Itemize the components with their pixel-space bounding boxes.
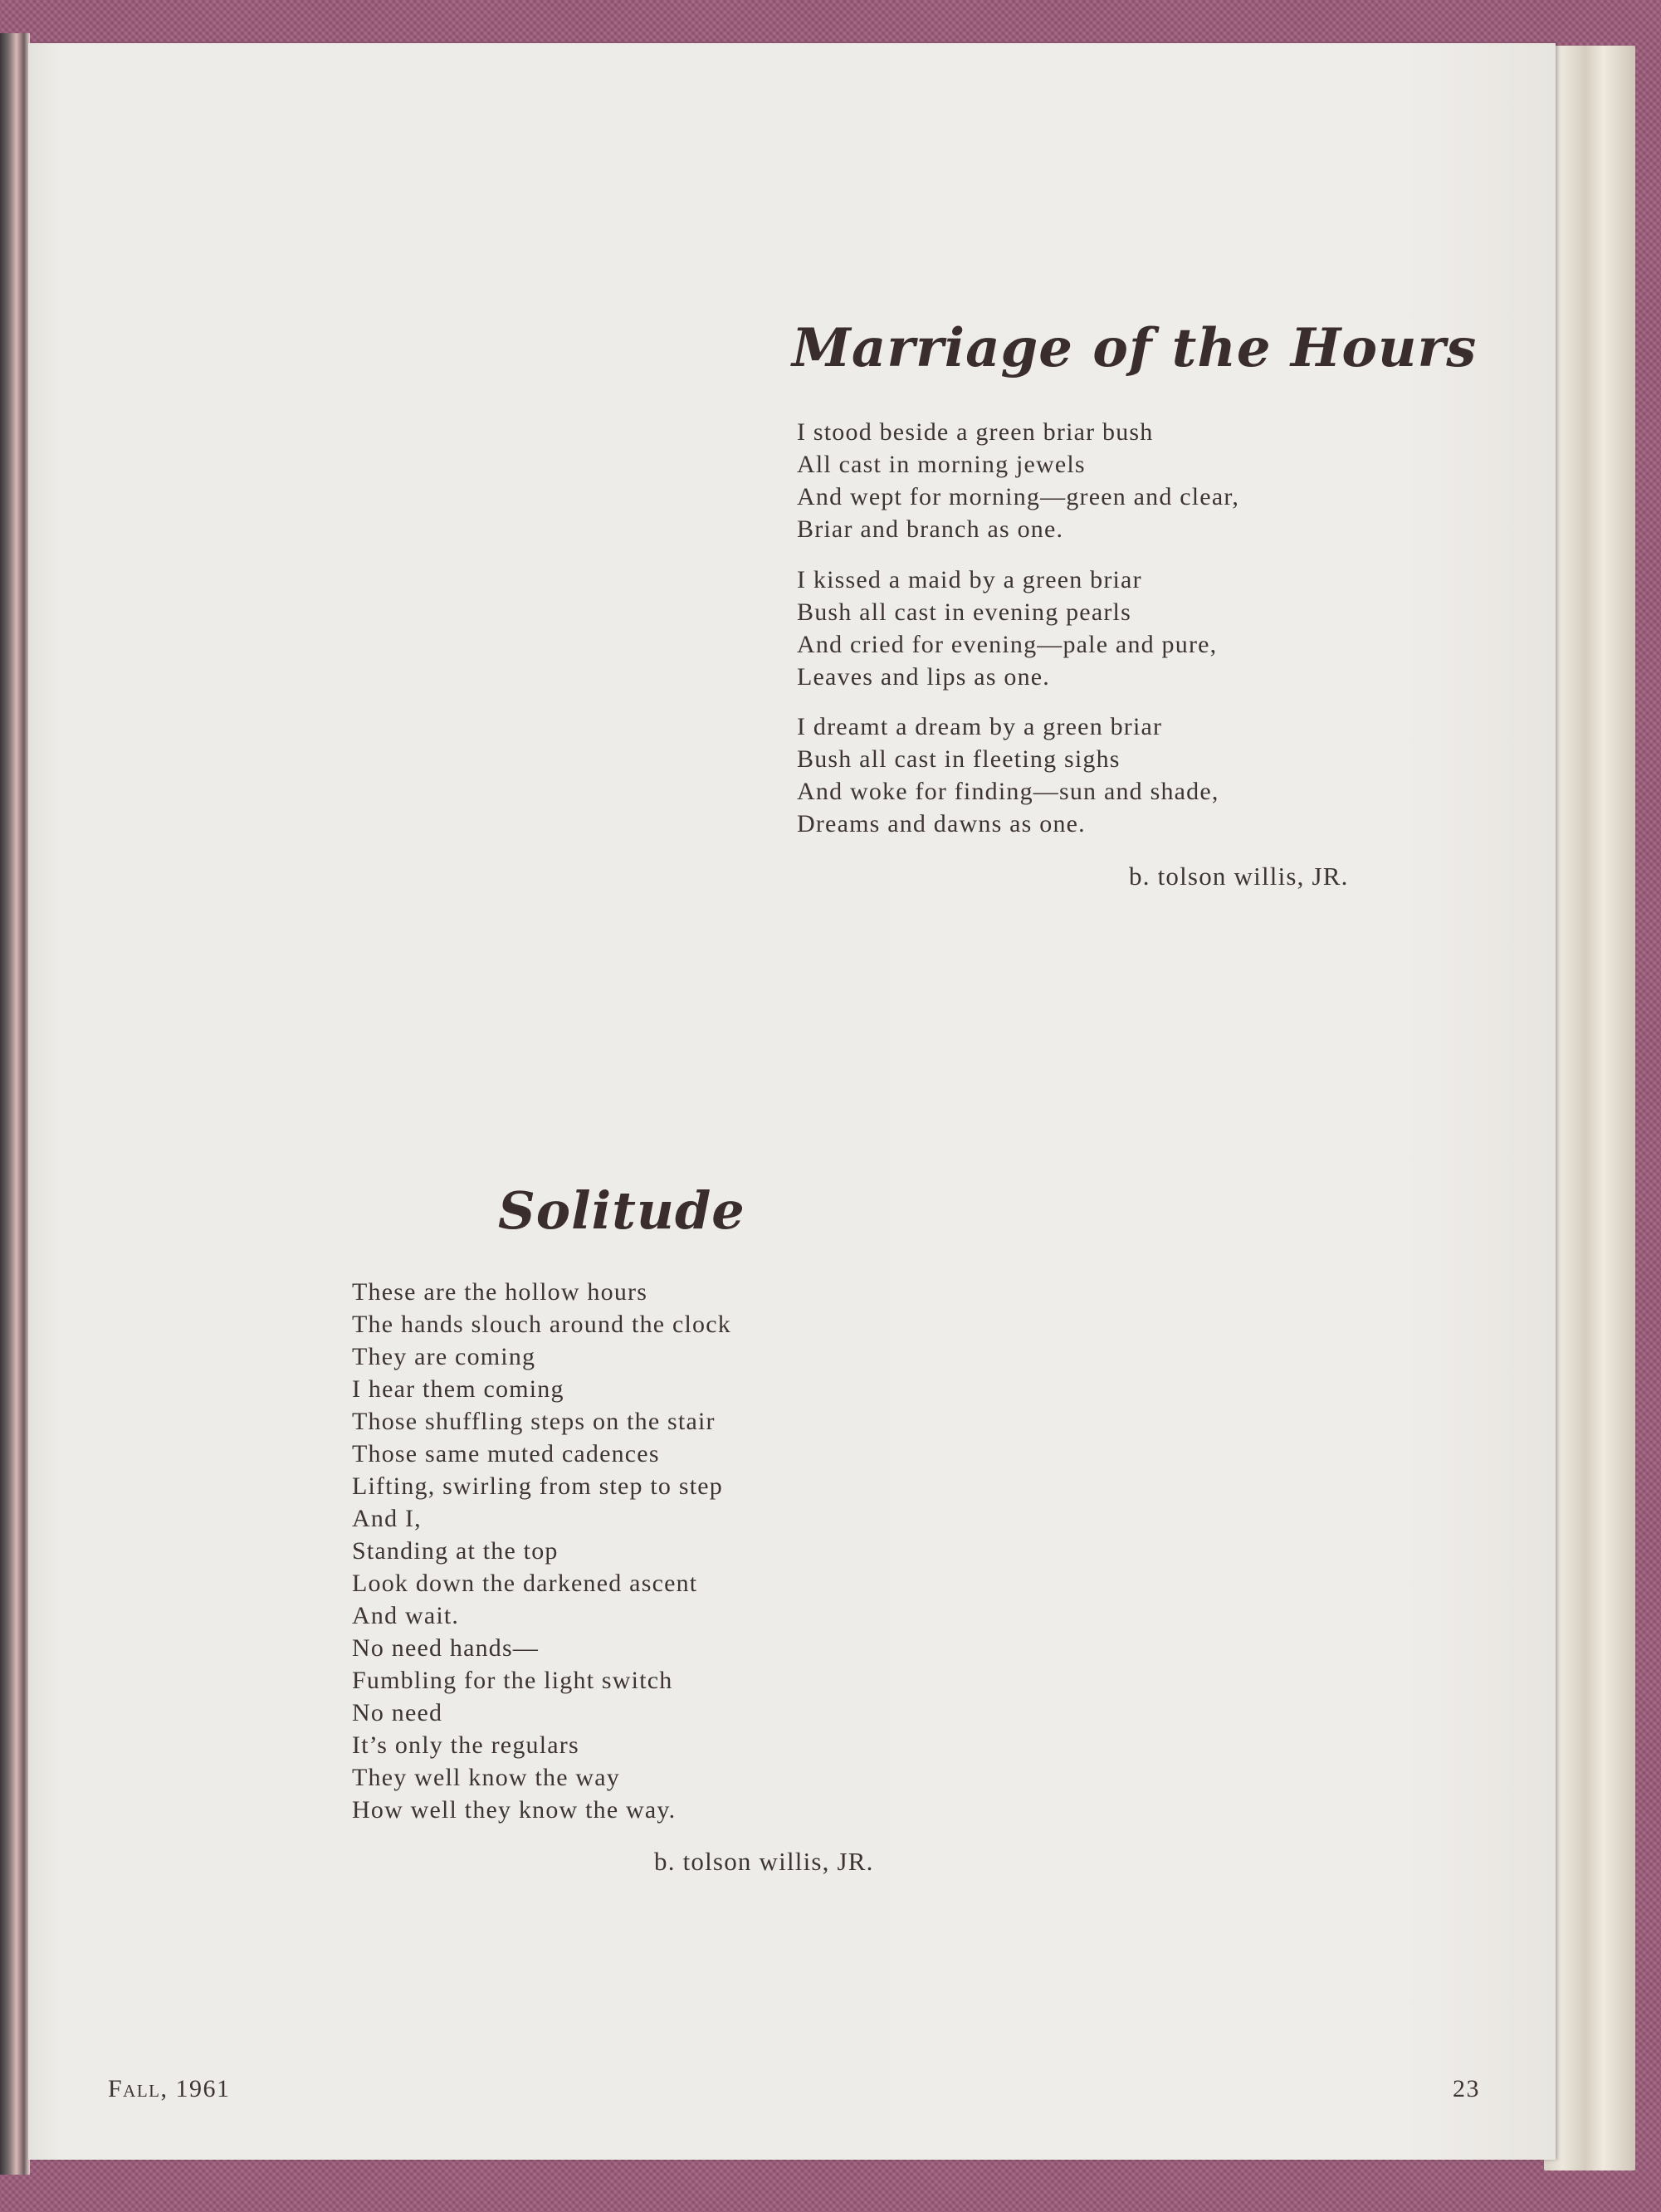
poem1-title: Marriage of the Hours bbox=[792, 317, 1478, 379]
poem1-line: Bush all cast in fleeting sighs bbox=[797, 745, 1121, 773]
poem1-line: I dreamt a dream by a green briar bbox=[797, 713, 1163, 740]
poem1-line: Bush all cast in evening pearls bbox=[797, 598, 1131, 626]
poem1-line: I kissed a maid by a green briar bbox=[797, 566, 1142, 593]
poem1-line: And woke for finding—sun and shade, bbox=[797, 778, 1219, 805]
footer-season: Fall, 1961 bbox=[108, 2075, 231, 2102]
poem1-line: Briar and branch as one. bbox=[797, 515, 1064, 543]
poem2-line: It’s only the regulars bbox=[352, 1731, 579, 1759]
poem1-line: Leaves and lips as one. bbox=[797, 663, 1051, 691]
poem1-line: Dreams and dawns as one. bbox=[797, 810, 1086, 837]
poem2-author: b. tolson willis, JR. bbox=[654, 1847, 874, 1876]
poem2-line: I hear them coming bbox=[352, 1375, 564, 1403]
poem2-line: Those shuffling steps on the stair bbox=[352, 1408, 716, 1435]
poem1-author: b. tolson willis, JR. bbox=[1129, 862, 1349, 891]
poem2-line: Lifting, swirling from step to step bbox=[352, 1472, 723, 1500]
page-edges bbox=[1544, 46, 1635, 2170]
poem2-line: Fumbling for the light switch bbox=[352, 1667, 673, 1694]
poem2-line: The hands slouch around the clock bbox=[352, 1311, 731, 1338]
poem2-line: And wait. bbox=[352, 1602, 460, 1629]
poem2-title: Solitude bbox=[498, 1180, 745, 1241]
poem2-line: Look down the darkened ascent bbox=[352, 1570, 698, 1597]
poem2-line: Those same muted cadences bbox=[352, 1440, 660, 1467]
poem2-line: They well know the way bbox=[352, 1764, 620, 1791]
poem2-line: How well they know the way. bbox=[352, 1796, 677, 1824]
poem2-line: They are coming bbox=[352, 1343, 536, 1370]
book-spine bbox=[0, 33, 30, 2175]
poem2-line: And I, bbox=[352, 1505, 422, 1532]
page-number: 23 bbox=[1453, 2075, 1480, 2102]
poem2-line: These are the hollow hours bbox=[352, 1278, 648, 1306]
poem1-line: All cast in morning jewels bbox=[797, 451, 1086, 478]
book-page bbox=[28, 43, 1556, 2160]
poem1-line: I stood beside a green briar bush bbox=[797, 418, 1154, 446]
poem1-line: And wept for morning—green and clear, bbox=[797, 483, 1240, 510]
poem2-line: Standing at the top bbox=[352, 1537, 559, 1565]
poem2-line: No need hands— bbox=[352, 1634, 540, 1662]
poem1-line: And cried for evening—pale and pure, bbox=[797, 631, 1218, 658]
poem2-line: No need bbox=[352, 1699, 443, 1726]
